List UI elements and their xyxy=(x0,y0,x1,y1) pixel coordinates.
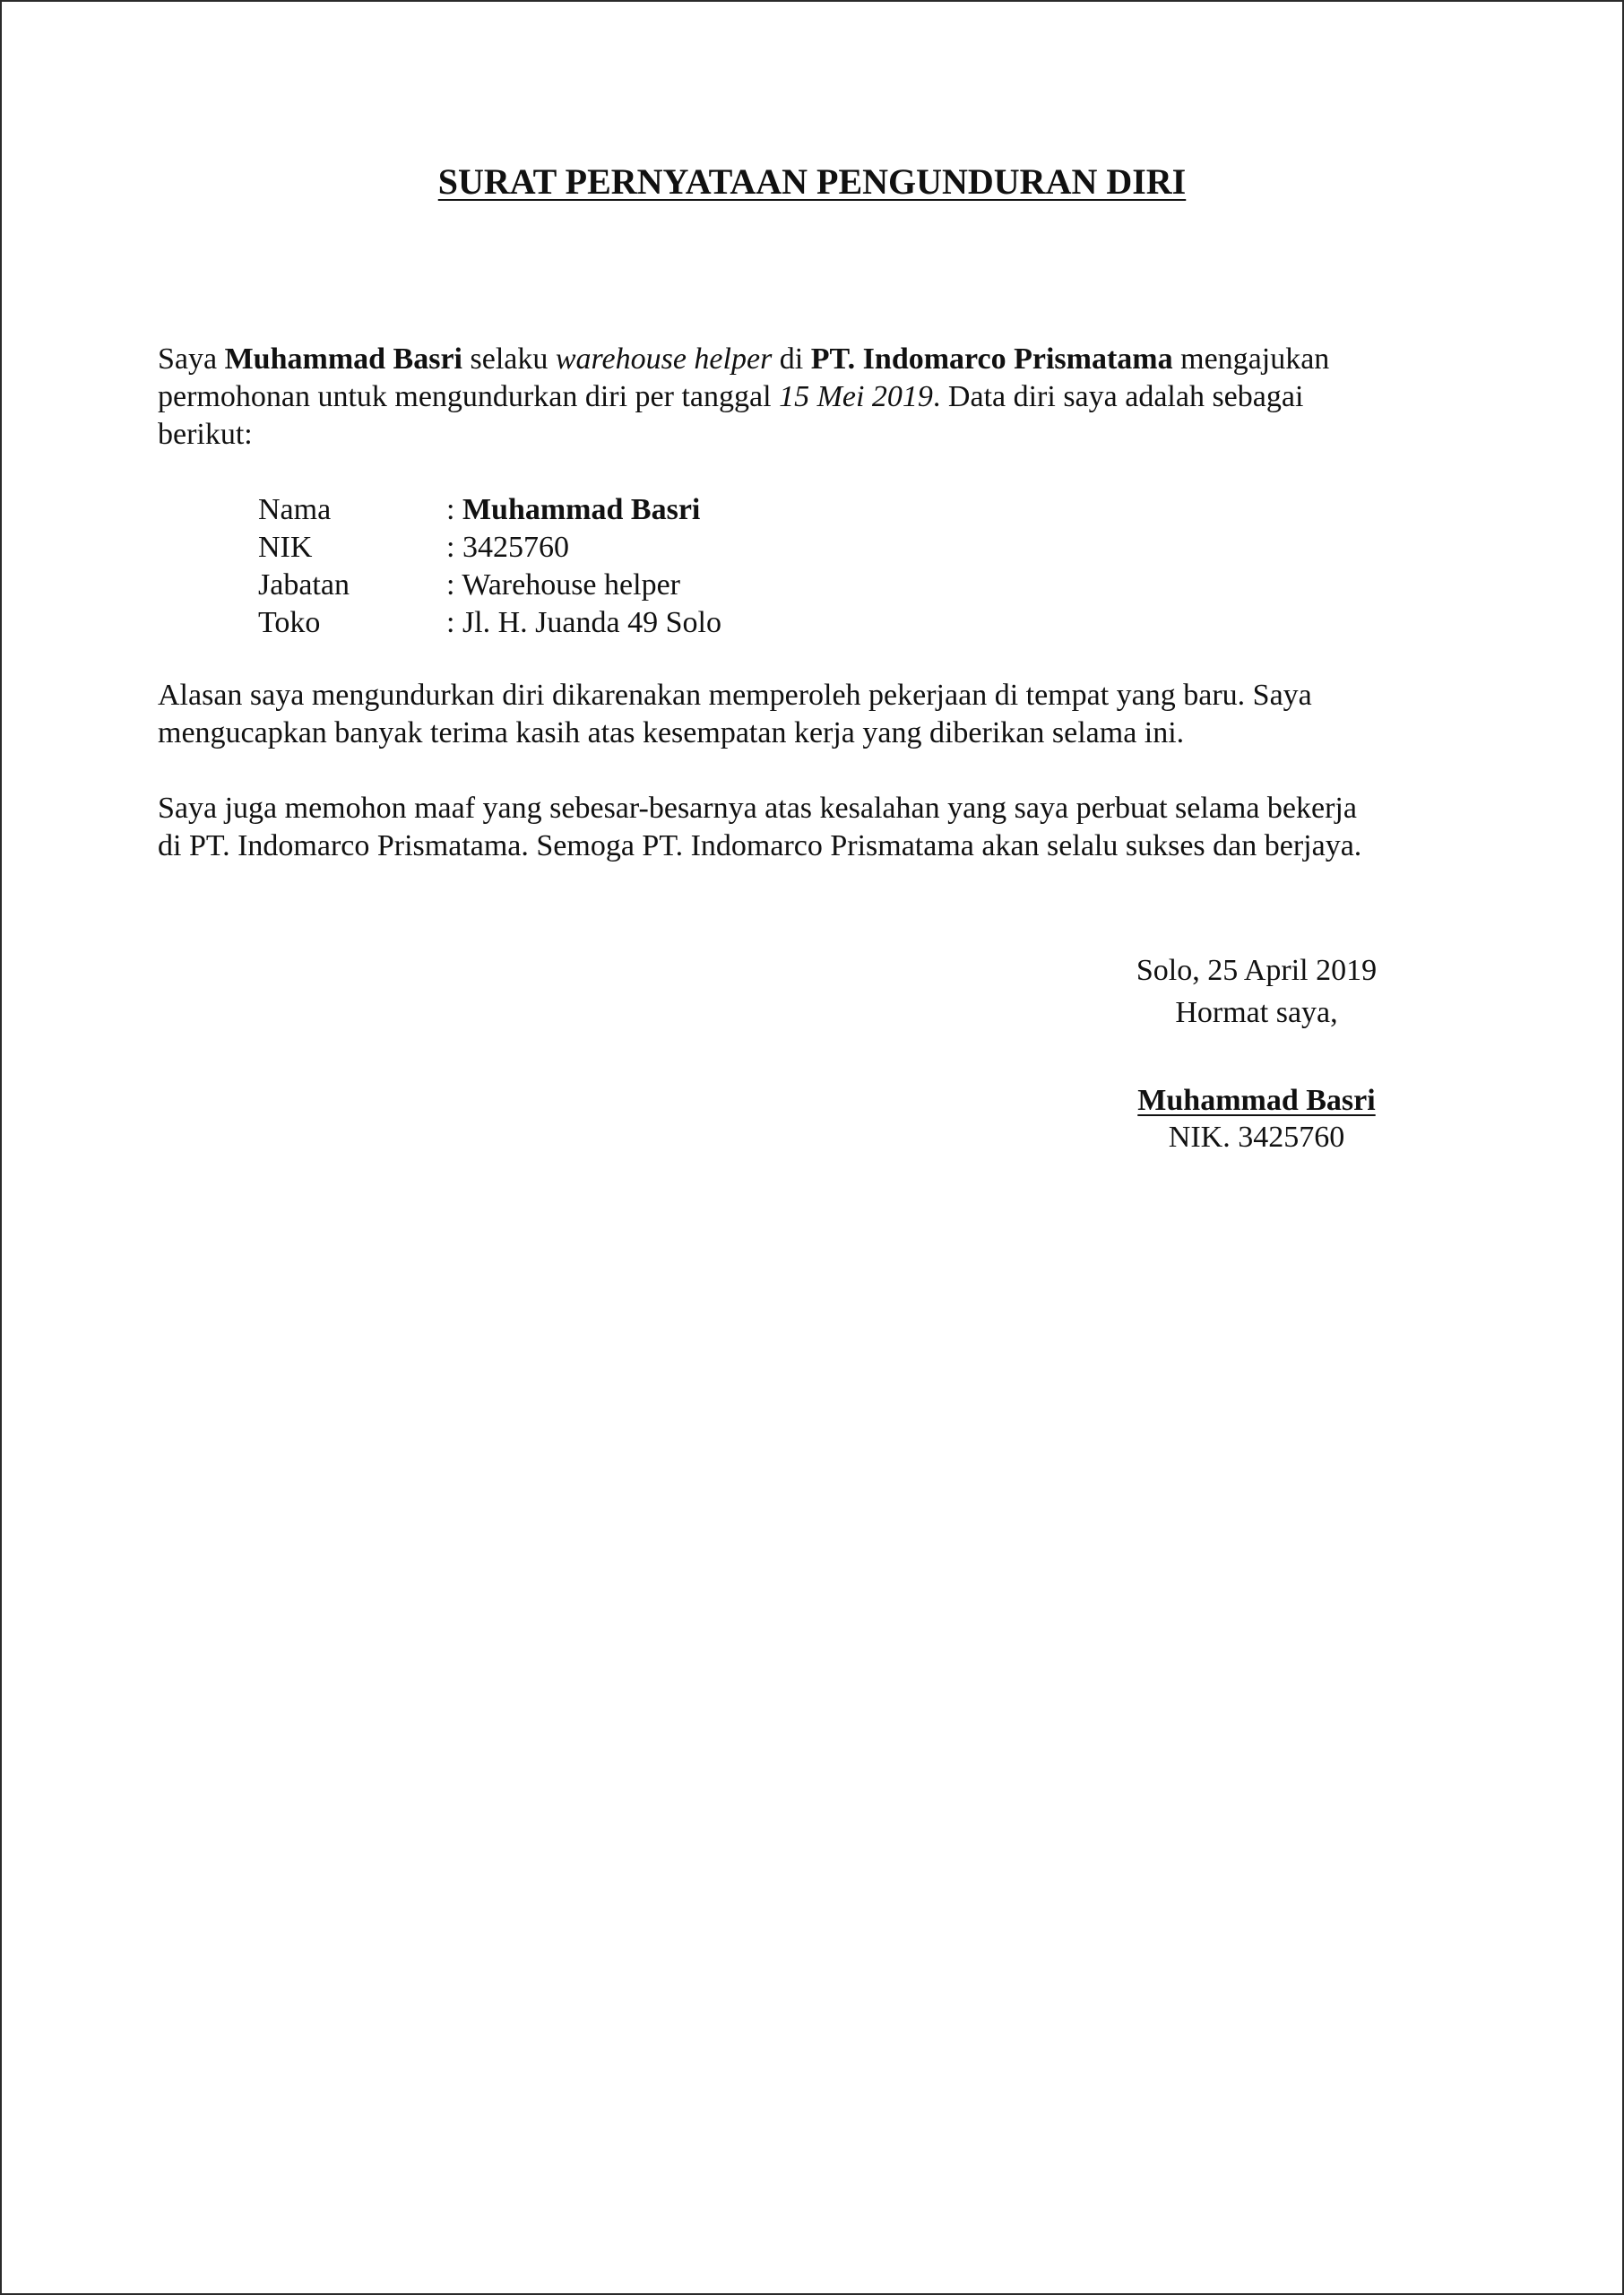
reason-paragraph xyxy=(158,677,1484,752)
intro-text: mengajukan xyxy=(1172,342,1330,376)
signature-nik: NIK. 3425760 xyxy=(1168,1121,1345,1154)
intro-text: permohonan untuk mengundurkan diri per tanggal xyxy=(158,380,780,413)
detail-label: Nama xyxy=(258,493,332,526)
detail-name-value: Muhammad Basri xyxy=(462,493,701,526)
employee-position: warehouse helper xyxy=(555,342,773,376)
detail-row-jabatan xyxy=(258,567,721,604)
detail-row-nik xyxy=(258,529,721,567)
document-title: SURAT PERNYATAAN PENGUNDURAN DIRI xyxy=(437,161,1187,202)
apology-line-2: di PT. Indomarco Prismatama. Semoga PT. Indomarco Prismatama akan selalu sukses dan berjaya. xyxy=(158,829,1362,862)
detail-value: : Warehouse helper xyxy=(446,568,680,602)
apology-paragraph xyxy=(158,790,1484,865)
detail-value: : Jl. H. Juanda 49 Solo xyxy=(446,606,721,639)
detail-label: NIK xyxy=(258,531,313,564)
intro-line-2 xyxy=(158,378,1484,416)
resignation-date: 15 Mei 2019 xyxy=(779,380,933,413)
intro-line-1 xyxy=(158,341,1484,378)
intro-paragraph xyxy=(158,341,1484,454)
intro-text: . Data diri saya adalah sebagai xyxy=(932,380,1304,413)
signature-place-date: Solo, 25 April 2019 xyxy=(1136,954,1378,987)
apology-line-1: Saya juga memohon maaf yang sebesar-besarnya atas kesalahan yang saya perbuat selama bekerja xyxy=(158,792,1357,825)
signature-closing: Hormat saya, xyxy=(1175,996,1338,1029)
intro-text: selaku xyxy=(462,342,556,376)
detail-label: Toko xyxy=(258,606,321,639)
company-name: PT. Indomarco Prismatama xyxy=(810,342,1173,376)
detail-value: : Muhammad Basri xyxy=(446,493,701,526)
reason-line-1: Alasan saya mengundurkan diri dikarenakan memperoleh pekerjaan di tempat yang baru. Saya xyxy=(158,679,1312,712)
intro-text: di xyxy=(772,342,811,376)
reason-line-2: mengucapkan banyak terima kasih atas kesempatan kerja yang diberikan selama ini. xyxy=(158,716,1185,749)
employee-name: Muhammad Basri xyxy=(224,342,463,376)
intro-text: Saya xyxy=(158,342,225,376)
intro-line-3: berikut: xyxy=(158,418,253,451)
detail-label: Jabatan xyxy=(258,568,350,602)
personal-details xyxy=(258,491,721,642)
detail-row-nama xyxy=(258,491,721,529)
signature-name: Muhammad Basri xyxy=(1137,1084,1376,1117)
detail-row-toko xyxy=(258,604,721,642)
detail-value: : 3425760 xyxy=(446,531,569,564)
